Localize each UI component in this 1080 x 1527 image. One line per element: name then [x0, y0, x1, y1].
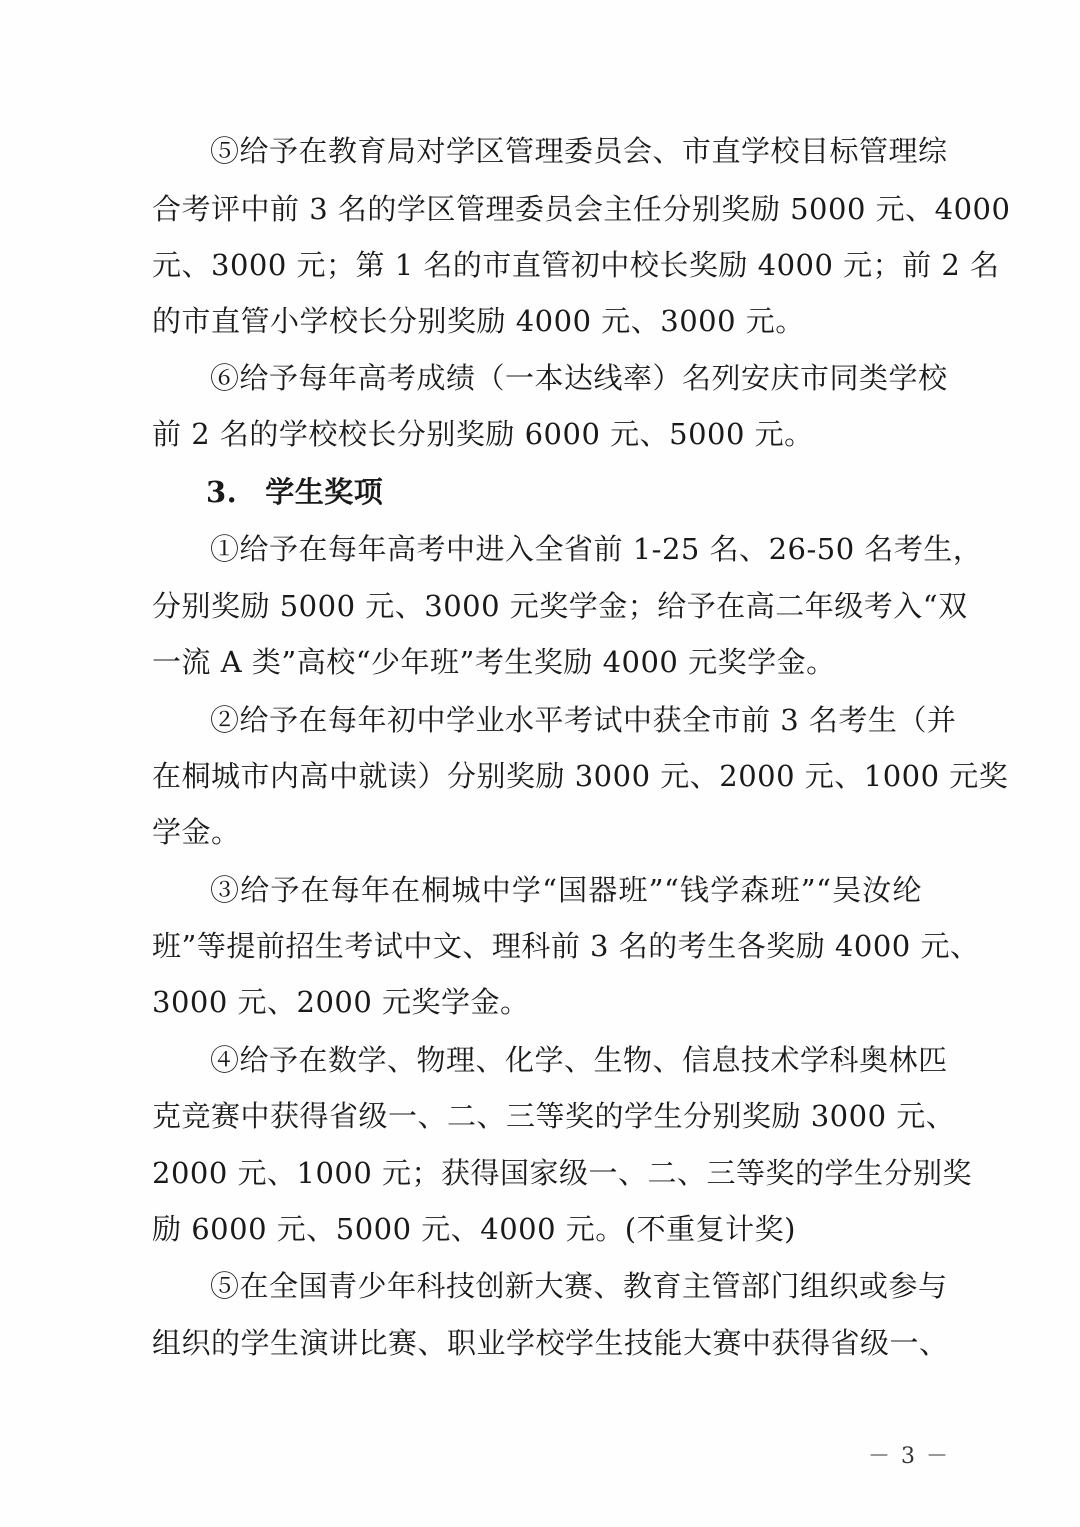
- paragraph-6-principal-award-line-1: ⑥给予每年高考成绩（一本达线率）名列安庆市同类学校: [210, 361, 948, 395]
- page-number: － 3 －: [868, 1444, 950, 1469]
- paragraph-1-gaokao-award-line-3: 一流 A 类”高校“少年班”考生奖励 4000 元奖学金。: [152, 645, 836, 679]
- paragraph-2-zhongkao-award-line-3: 学金。: [152, 815, 241, 849]
- paragraph-3-early-admission-award-line-3: 3000 元、2000 元奖学金。: [152, 985, 530, 1019]
- paragraph-6-principal-award-line-2: 前 2 名的学校校长分别奖励 6000 元、5000 元。: [152, 417, 814, 451]
- paragraph-4-olympiad-award-line-3: 2000 元、1000 元；获得国家级一、二、三等奖的学生分别奖: [152, 1156, 973, 1190]
- section-number: 3.: [206, 475, 238, 509]
- paragraph-1-gaokao-award-line-2: 分别奖励 5000 元、3000 元奖学金；给予在高二年级考入“双: [152, 589, 968, 623]
- paragraph-5-competition-award-line-2: 组织的学生演讲比赛、职业学校学生技能大赛中获得省级一、: [152, 1326, 949, 1360]
- paragraph-5-admin-award-line-2: 合考评中前 3 名的学区管理委员会主任分别奖励 5000 元、4000: [152, 192, 1011, 226]
- paragraph-2-zhongkao-award-line-1: ②给予在每年初中学业水平考试中获全市前 3 名考生（并: [210, 703, 957, 737]
- paragraph-5-admin-award-line-4: 的市直管小学校长分别奖励 4000 元、3000 元。: [152, 304, 805, 338]
- paragraph-2-zhongkao-award-line-2: 在桐城市内高中就读）分别奖励 3000 元、2000 元、1000 元奖: [152, 759, 1009, 793]
- paragraph-5-admin-award-line-3: 元、3000 元；第 1 名的市直管初中校长奖励 4000 元；前 2 名: [152, 248, 1000, 282]
- paragraph-3-early-admission-award-line-2: 班”等提前招生考试中文、理科前 3 名的考生各奖励 4000 元、: [152, 929, 980, 963]
- section-heading-student-awards: [206, 472, 383, 512]
- paragraph-4-olympiad-award-line-1: ④给予在数学、物理、化学、生物、信息技术学科奥林匹: [210, 1043, 948, 1077]
- paragraph-4-olympiad-award-line-4: 励 6000 元、5000 元、4000 元。(不重复计奖): [152, 1212, 796, 1246]
- section-title: 学生奖项: [265, 475, 384, 509]
- paragraph-5-competition-award-line-1: ⑤在全国青少年科技创新大赛、教育主管部门组织或参与: [210, 1269, 948, 1303]
- paragraph-5-admin-award-line-1: ⑤给予在教育局对学区管理委员会、市直学校目标管理综: [210, 134, 948, 168]
- paragraph-3-early-admission-award-line-1: ③给予在每年在桐城中学“国器班”“钱学森班”“吴汝纶: [210, 873, 922, 907]
- paragraph-1-gaokao-award-line-1: ①给予在每年高考中进入全省前 1-25 名、26-50 名考生，: [210, 532, 983, 566]
- paragraph-4-olympiad-award-line-2: 克竞赛中获得省级一、二、三等奖的学生分别奖励 3000 元、: [152, 1099, 956, 1133]
